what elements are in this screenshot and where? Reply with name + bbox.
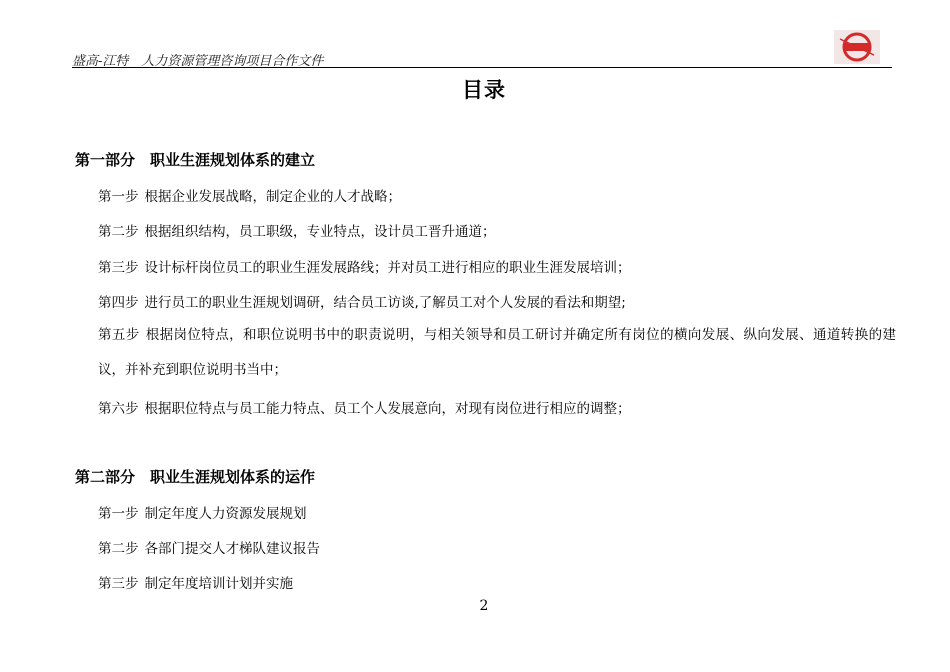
list-item	[98, 256, 631, 276]
step-text: 根据组织结构，员工职级，专业特点，设计员工晋升通道；	[144, 224, 496, 240]
list-item	[98, 318, 896, 387]
list-item	[98, 185, 401, 205]
step-label: 第五步	[98, 327, 140, 343]
list-item	[98, 572, 293, 592]
step-label: 第二步	[98, 541, 139, 557]
step-label: 第三步	[98, 260, 139, 276]
step-label: 第三步	[98, 576, 139, 592]
header-text: 盛高-江特 人力资源管理咨询项目合作文件	[72, 54, 324, 69]
step-text: 根据职位特点与员工能力特点、员工个人发展意向，对现有岗位进行相应的调整；	[144, 401, 631, 417]
step-label: 第一步	[98, 506, 139, 522]
step-text: 制定年度人力资源发展规划	[144, 506, 307, 522]
list-item	[98, 291, 626, 311]
step-text: 根据岗位特点，和职位说明书中的职责说明，与相关领导和员工研讨并确定所有岗位的横向发展、纵向发展、通道转换的建议，并补充到职位说明书当中；	[98, 327, 897, 378]
step-text: 各部门提交人才梯队建议报告	[144, 541, 320, 557]
company-logo	[834, 30, 880, 64]
section-heading-part2: 第二部分 职业生涯规划体系的运作	[75, 468, 316, 486]
list-item	[98, 220, 496, 240]
step-text: 进行员工的职业生涯规划调研，结合员工访谈,了解员工对个人发展的看法和期望;	[144, 295, 626, 311]
page-number: 2	[479, 598, 489, 614]
list-item	[98, 537, 320, 557]
step-label: 第二步	[98, 224, 139, 240]
step-label: 第一步	[98, 189, 139, 205]
step-text: 设计标杆岗位员工的职业生涯发展路线；并对员工进行相应的职业生涯发展培训；	[144, 260, 631, 276]
list-item	[98, 502, 307, 522]
list-item	[98, 397, 631, 417]
page-title: 目录	[462, 78, 506, 102]
step-label: 第四步	[98, 295, 139, 311]
step-text: 制定年度培训计划并实施	[144, 576, 293, 592]
step-text: 根据企业发展战略，制定企业的人才战略；	[144, 189, 401, 205]
section-heading-part1: 第一部分 职业生涯规划体系的建立	[75, 151, 316, 169]
header-divider	[72, 67, 892, 68]
step-label: 第六步	[98, 401, 139, 417]
